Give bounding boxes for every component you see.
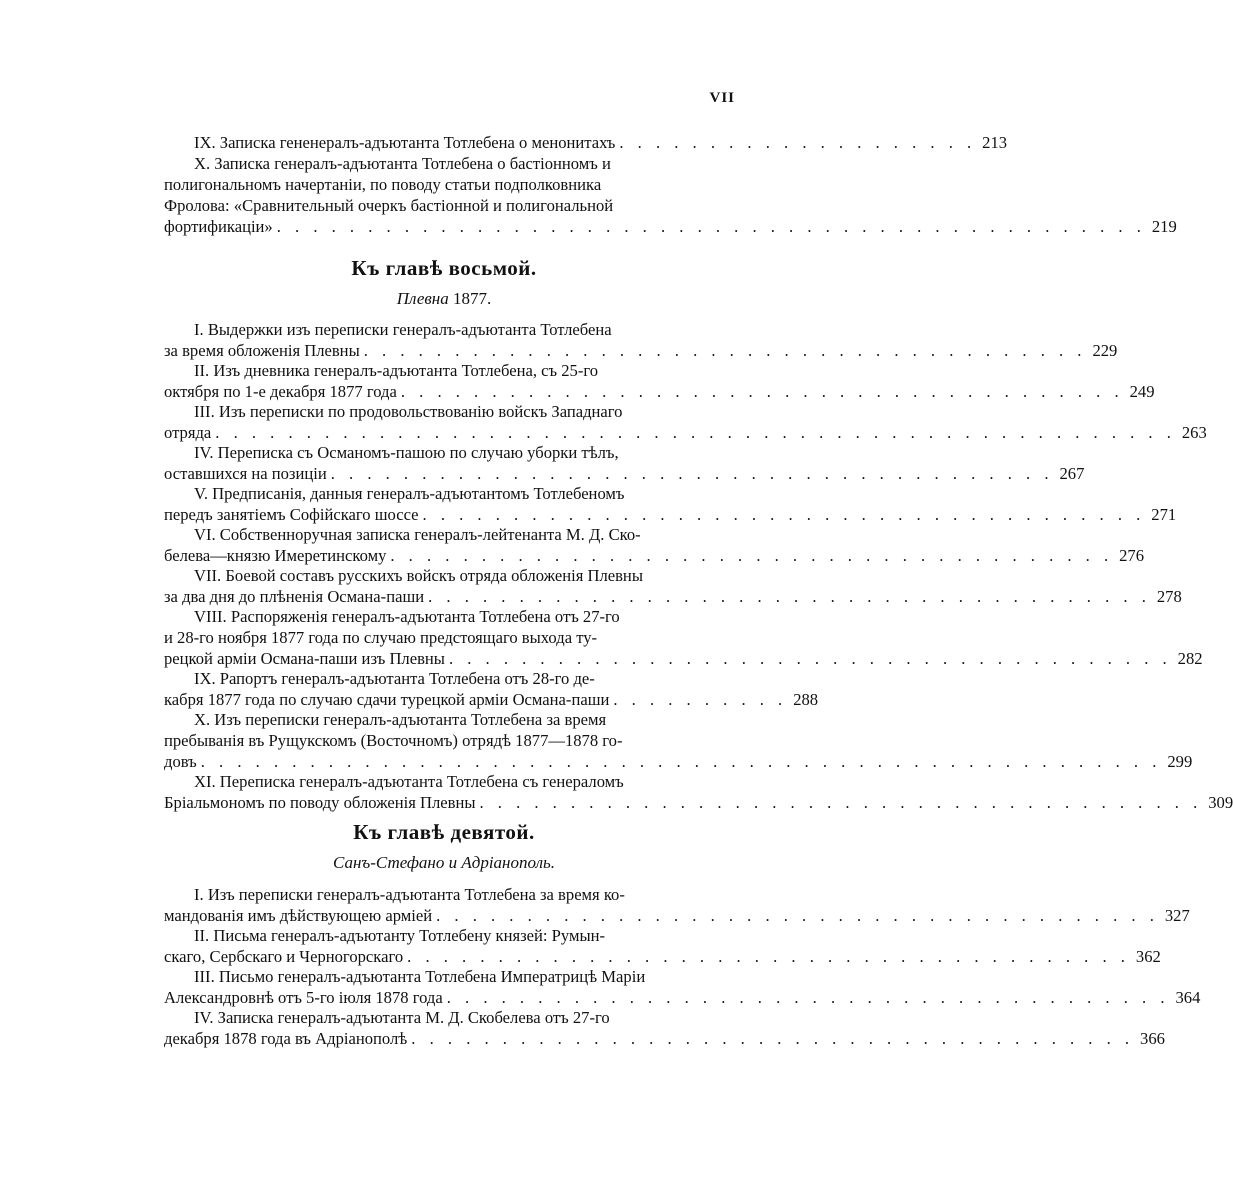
chapter-subtitle xyxy=(164,289,724,309)
toc-entry-text: VI. Собственноручная записка генералъ-лейтенанта М. Д. Ско- xyxy=(194,525,641,544)
toc-entry-line xyxy=(164,987,1201,1008)
toc-entry-line xyxy=(164,340,1118,361)
leader-dots: . . . . . . . . . . . . . . . . . . . . . . . . . . . . . . . . . . . . . . . . . . . . . . . . . . . . . xyxy=(215,423,1176,442)
leader-dots: . . . . . . . . . . . . . . . . . . . . . . . . . . . . . . . . . . . . . . . . xyxy=(479,793,1203,812)
leader-dots: . . . . . . . . . . . . . . . . . . . . . . . . . . . . . . . . . . . . . . . . xyxy=(330,464,1054,483)
toc-entry[interactable] xyxy=(164,132,1008,153)
toc-entry-line xyxy=(164,216,1177,237)
toc-page-ref: 267 xyxy=(1059,464,1085,483)
toc-entry-text: I. Выдержки изъ переписки генералъ-адъютанта Тотлебена xyxy=(194,320,612,339)
toc-page-ref: 366 xyxy=(1140,1029,1165,1048)
toc-entry-text: II. Письма генералъ-адъютанту Тотлебену князей: Румын- xyxy=(194,926,606,945)
toc-entry-text: фортификаціи» xyxy=(164,217,273,236)
toc-page-ref: 276 xyxy=(1119,546,1144,565)
toc-entry[interactable] xyxy=(164,884,1190,926)
toc-entry-line xyxy=(164,946,1161,967)
toc-page-ref: 263 xyxy=(1181,423,1207,442)
toc-page-ref: 271 xyxy=(1151,505,1177,524)
toc-entry-text: за два дня до плѣненія Османа-паши xyxy=(164,587,425,606)
toc-entry-line xyxy=(164,689,819,710)
toc-entry-text: VIII. Распоряженія генералъ-адъютанта Тотлебена отъ 27-го xyxy=(194,607,620,626)
leader-dots: . . . . . . . . . . . . . . . . . . . . . . . . . . . . . . . . . . . . . . . . xyxy=(407,947,1130,966)
toc-entry-text: Бріальмономъ по поводу обложенія Плевны xyxy=(164,793,476,812)
toc-entry-text: Александровнѣ отъ 5-го іюля 1878 года xyxy=(164,988,443,1007)
toc-page-ref: 219 xyxy=(1151,217,1177,236)
toc-entry[interactable] xyxy=(164,668,819,710)
toc-entry[interactable] xyxy=(164,442,1085,484)
toc-entry-line xyxy=(164,648,1203,669)
toc-entry-text: кабря 1877 года по случаю сдачи турецкой арміи Османа-паши xyxy=(164,690,610,709)
leader-dots: . . . . . . . . . . . . . . . . . . . . . . . . . . . . . . . . . . . . . . . . . . . . . . . . xyxy=(276,217,1146,236)
toc-entry[interactable] xyxy=(164,966,1201,1008)
toc-entry[interactable] xyxy=(164,524,1144,566)
toc-entry-line xyxy=(164,1028,1165,1049)
toc-entry[interactable] xyxy=(164,319,1118,361)
toc-entry-text: оставшихся на позиціи xyxy=(164,464,327,483)
toc-page-ref: 249 xyxy=(1129,382,1155,401)
toc-entry-text: V. Предписанія, данныя генералъ-адъютантомъ Тотлебеномъ xyxy=(194,484,625,503)
toc-entry-text: декабря 1878 года въ Адріанополѣ xyxy=(164,1029,408,1048)
toc-entry-text: за время обложенія Плевны xyxy=(164,341,360,360)
chapter-subtitle-year: 1877. xyxy=(452,289,492,308)
leader-dots: . . . . . . . . . . . . . . . . . . . . . . . . . . . . . . . . . . . . . . . . xyxy=(422,505,1146,524)
toc-entry-text: III. Письмо генералъ-адъютанта Тотлебена Императрицѣ Маріи xyxy=(194,967,646,986)
toc-entry[interactable] xyxy=(164,771,1233,813)
leader-dots: . . . . . . . . . . . . . . . . . . . . . . . . . . . . . . . . . . . . . . . . xyxy=(411,1029,1135,1048)
toc-entry-text: III. Изъ переписки по продовольствованію войскъ Западнаго xyxy=(194,402,623,421)
toc-entry-text: IV. Переписка съ Османомъ-пашою по случаю уборки тѣлъ, xyxy=(194,443,619,462)
toc-page-ref: 362 xyxy=(1135,947,1161,966)
toc-entry-line xyxy=(164,132,1008,153)
chapter-subtitle-place: Санъ-Стефано и Адріанополь. xyxy=(333,853,555,872)
toc-entry-line xyxy=(164,905,1190,926)
toc-entry-text: отряда xyxy=(164,423,212,442)
toc-entry-text: XI. Переписка генералъ-адъютанта Тотлебена съ генераломъ xyxy=(194,772,624,791)
toc-entry-line xyxy=(164,463,1085,484)
toc-entry[interactable] xyxy=(164,360,1155,402)
toc-entry-line xyxy=(164,792,1233,813)
toc-entry-text: скаго, Сербскаго и Черногорскаго xyxy=(164,947,404,966)
chapter-heading: Къ главѣ восьмой. xyxy=(351,256,537,280)
toc-entry-text: Фролова: «Сравнительный очеркъ бастіонной и полигональной xyxy=(164,196,614,215)
toc-entry[interactable] xyxy=(164,925,1161,967)
toc-entry-line xyxy=(164,504,1177,525)
toc-entry[interactable] xyxy=(164,483,1177,525)
toc-entry-text: VII. Боевой составъ русскихъ войскъ отряда обложенія Плевны xyxy=(194,566,643,585)
toc-entry-text: передъ занятіемъ Софійскаго шоссе xyxy=(164,505,419,524)
toc-page-ref: 288 xyxy=(793,690,819,709)
leader-dots: . . . . . . . . . . . . . . . . . . . . . . . . . . . . . . . . . . . . . . . . xyxy=(448,649,1172,668)
leader-dots: . . . . . . . . . . . . . . . . . . . . . . . . . . . . . . . . . . . . . . . . xyxy=(446,988,1170,1007)
toc-entry-line xyxy=(164,422,1207,443)
toc-page-ref: 299 xyxy=(1167,752,1193,771)
chapter-subtitle xyxy=(164,853,724,873)
leader-dots: . . . . . . . . . . . . . . . . . . . . . . . . . . . . . . . . . . . . . . . . . . . . . . . . . . . . . xyxy=(200,752,1162,771)
toc-page-ref: 282 xyxy=(1177,649,1203,668)
chapter-heading: Къ главѣ девятой. xyxy=(353,820,535,844)
toc-entry-text: и 28-го ноября 1877 года по случаю предстоящаго выхода ту- xyxy=(164,628,598,647)
leader-dots: . . . . . . . . . . . . . . . . . . . . . . . . . . . . . . . . . . . . . . . . xyxy=(428,587,1151,606)
toc-entry-text: I. Изъ переписки генералъ-адъютанта Тотлебена за время ко- xyxy=(194,885,625,904)
toc-entry-line xyxy=(164,545,1144,566)
leader-dots: . . . . . . . . . . . . . . . . . . . . . . . . . . . . . . . . . . . . . . . . xyxy=(436,906,1159,925)
toc-entry-text: октября по 1-е декабря 1877 года xyxy=(164,382,397,401)
toc-page-ref: 229 xyxy=(1092,341,1118,360)
toc-entry[interactable] xyxy=(164,153,1177,237)
toc-entry-text: белева—князю Имеретинскому xyxy=(164,546,387,565)
toc-page-ref: 327 xyxy=(1164,906,1190,925)
toc-entry[interactable] xyxy=(164,1007,1165,1049)
toc-entry-text: пребыванія въ Рущукскомъ (Восточномъ) отрядѣ 1877—1878 го- xyxy=(164,731,623,750)
toc-entry[interactable] xyxy=(164,401,1207,443)
toc-entry-text: IX. Записка гененералъ-адъютанта Тотлебена о менонитахъ xyxy=(194,133,616,152)
page-number: VII xyxy=(709,90,735,106)
chapter-subtitle-place: Плевна xyxy=(396,289,449,308)
leader-dots: . . . . . . . . . . xyxy=(613,690,788,709)
toc-entry[interactable] xyxy=(164,709,1193,772)
toc-entry[interactable] xyxy=(164,606,1203,669)
toc-entry-line xyxy=(164,751,1193,772)
toc-entry-text: мандованія имъ дѣйствующею арміей xyxy=(164,906,433,925)
leader-dots: . . . . . . . . . . . . . . . . . . . . . . . . . . . . . . . . . . . . . . . . xyxy=(390,546,1114,565)
toc-entry[interactable] xyxy=(164,565,1182,607)
toc-entry-text: IV. Записка генералъ-адъютанта М. Д. Скобелева отъ 27-го xyxy=(194,1008,610,1027)
toc-page-ref: 213 xyxy=(982,133,1008,152)
toc-entry-line xyxy=(164,586,1182,607)
toc-page-ref: 364 xyxy=(1175,988,1201,1007)
toc-entry-text: X. Изъ переписки генералъ-адъютанта Тотлебена за время xyxy=(194,710,607,729)
toc-entry-text: II. Изъ дневника генералъ-адъютанта Тотлебена, съ 25-го xyxy=(194,361,599,380)
toc-entry-text: X. Записка генералъ-адъютанта Тотлебена о бастіонномъ и xyxy=(194,154,611,173)
toc-entry-text: полигональномъ начертаніи, по поводу статьи подполковника xyxy=(164,175,602,194)
toc-page-ref: 309 xyxy=(1208,793,1233,812)
toc-entry-text: довъ xyxy=(164,752,197,771)
toc-entry-text: рецкой арміи Османа-паши изъ Плевны xyxy=(164,649,445,668)
toc-page-ref: 278 xyxy=(1156,587,1182,606)
toc-entry-text: IX. Рапортъ генералъ-адъютанта Тотлебена отъ 28-го де- xyxy=(194,669,595,688)
toc-entry-line xyxy=(164,381,1155,402)
leader-dots: . . . . . . . . . . . . . . . . . . . . xyxy=(619,133,977,152)
leader-dots: . . . . . . . . . . . . . . . . . . . . . . . . . . . . . . . . . . . . . . . . xyxy=(400,382,1124,401)
leader-dots: . . . . . . . . . . . . . . . . . . . . . . . . . . . . . . . . . . . . . . . . xyxy=(363,341,1087,360)
